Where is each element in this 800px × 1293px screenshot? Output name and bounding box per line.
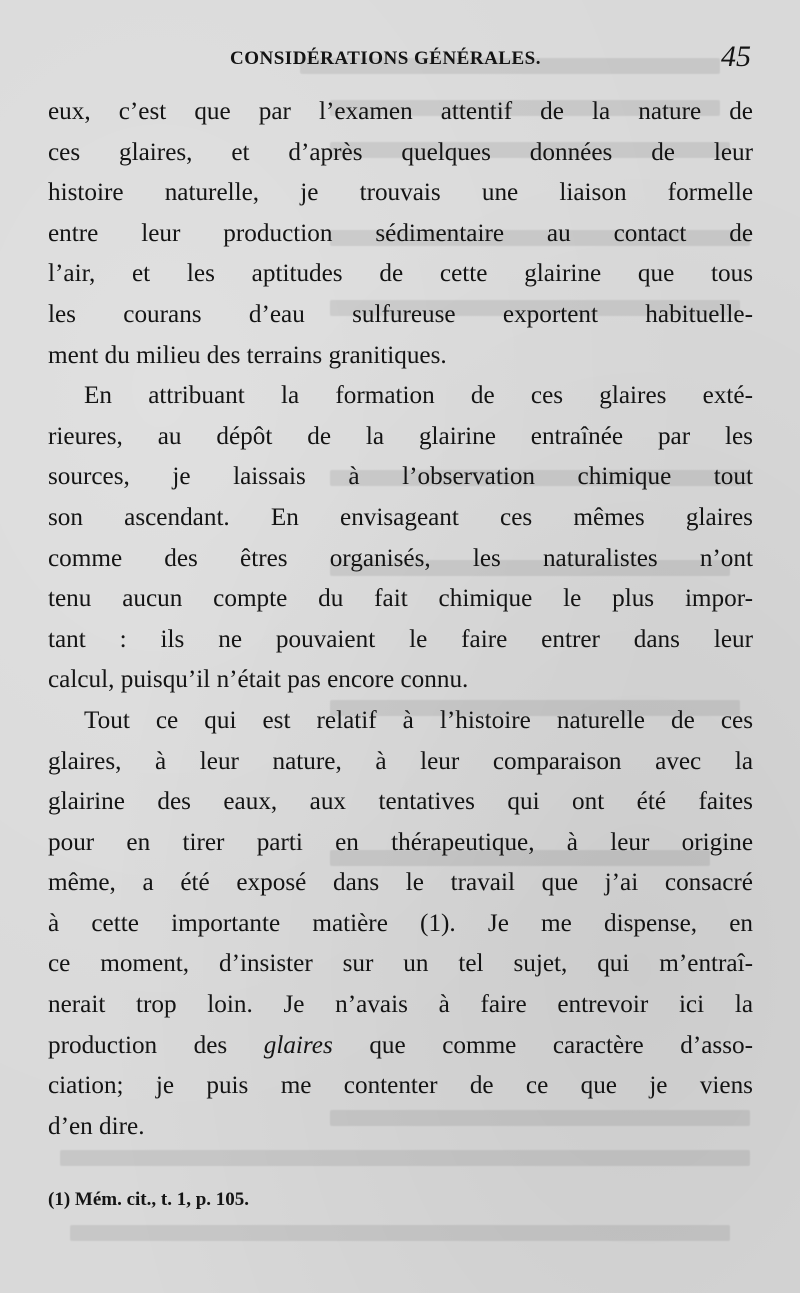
text-line: ce moment, d’insister sur un tel sujet, qui m’entraî-	[48, 950, 753, 978]
text-line: l’air, et les aptitudes de cette glairine que tous	[48, 260, 753, 288]
text-line: tant : ils ne pouvaient le faire entrer dans leur	[48, 625, 753, 653]
footnote: (1) Mém. cit., t. 1, p. 105.	[48, 1189, 250, 1211]
running-title: CONSIDÉRATIONS GÉNÉRALES.	[230, 48, 541, 69]
text-line: Tout ce qui est relatif à l’histoire naturelle de ces	[84, 706, 753, 734]
text-line: entre leur production sédimentaire au contact de	[48, 219, 753, 247]
text-segment: production des	[48, 1031, 264, 1059]
text-line: comme des êtres organisés, les naturalistes n’ont	[48, 544, 753, 572]
paragraph-2	[48, 376, 753, 701]
text-line: d’en dire.	[48, 1112, 145, 1140]
text-line: En attribuant la formation de ces glaires exté-	[84, 382, 753, 410]
text-segment: que comme caractère d’asso-	[332, 1031, 753, 1059]
text-line: rieures, au dépôt de la glairine entraînée par les	[48, 422, 753, 450]
body-text	[48, 92, 753, 1147]
text-line: son ascendant. En envisageant ces mêmes glaires	[48, 503, 753, 531]
paragraph-1	[48, 92, 753, 376]
text-line: glairine des eaux, aux tentatives qui ont été faites	[48, 788, 753, 816]
text-line: sources, je laissais à l’observation chimique tout	[48, 463, 753, 491]
text-line: eux, c’est que par l’examen attentif de la nature de	[48, 98, 753, 125]
paragraph-3	[48, 701, 753, 1148]
page-number: 45	[721, 40, 751, 73]
text-line: calcul, puisqu’il n’était pas encore connu.	[48, 666, 469, 694]
text-line: tenu aucun compte du fait chimique le plus impor-	[48, 585, 753, 613]
book-page	[48, 40, 753, 1213]
italic-term: glaires	[263, 1031, 333, 1059]
text-line: pour en tirer parti en thérapeutique, à leur origine	[48, 828, 753, 856]
text-line: ces glaires, et d’après quelques données de leur	[48, 138, 753, 166]
text-line: glaires, à leur nature, à leur comparaison avec la	[48, 747, 753, 775]
text-line: ment du milieu des terrains granitiques.	[48, 341, 447, 369]
text-line: histoire naturelle, je trouvais une liaison formelle	[48, 179, 753, 207]
text-line: ciation; je puis me contenter de ce que je viens	[48, 1072, 753, 1100]
text-line: même, a été exposé dans le travail que j’ai consacré	[48, 869, 753, 897]
text-line: à cette importante matière (1). Je me dispense, en	[48, 909, 753, 937]
text-line-with-italic	[48, 1026, 753, 1067]
running-head	[48, 40, 753, 92]
text-line: les courans d’eau sulfureuse exportent habituelle-	[48, 300, 753, 328]
text-line: nerait trop loin. Je n’avais à faire entrevoir ici la	[48, 991, 753, 1019]
